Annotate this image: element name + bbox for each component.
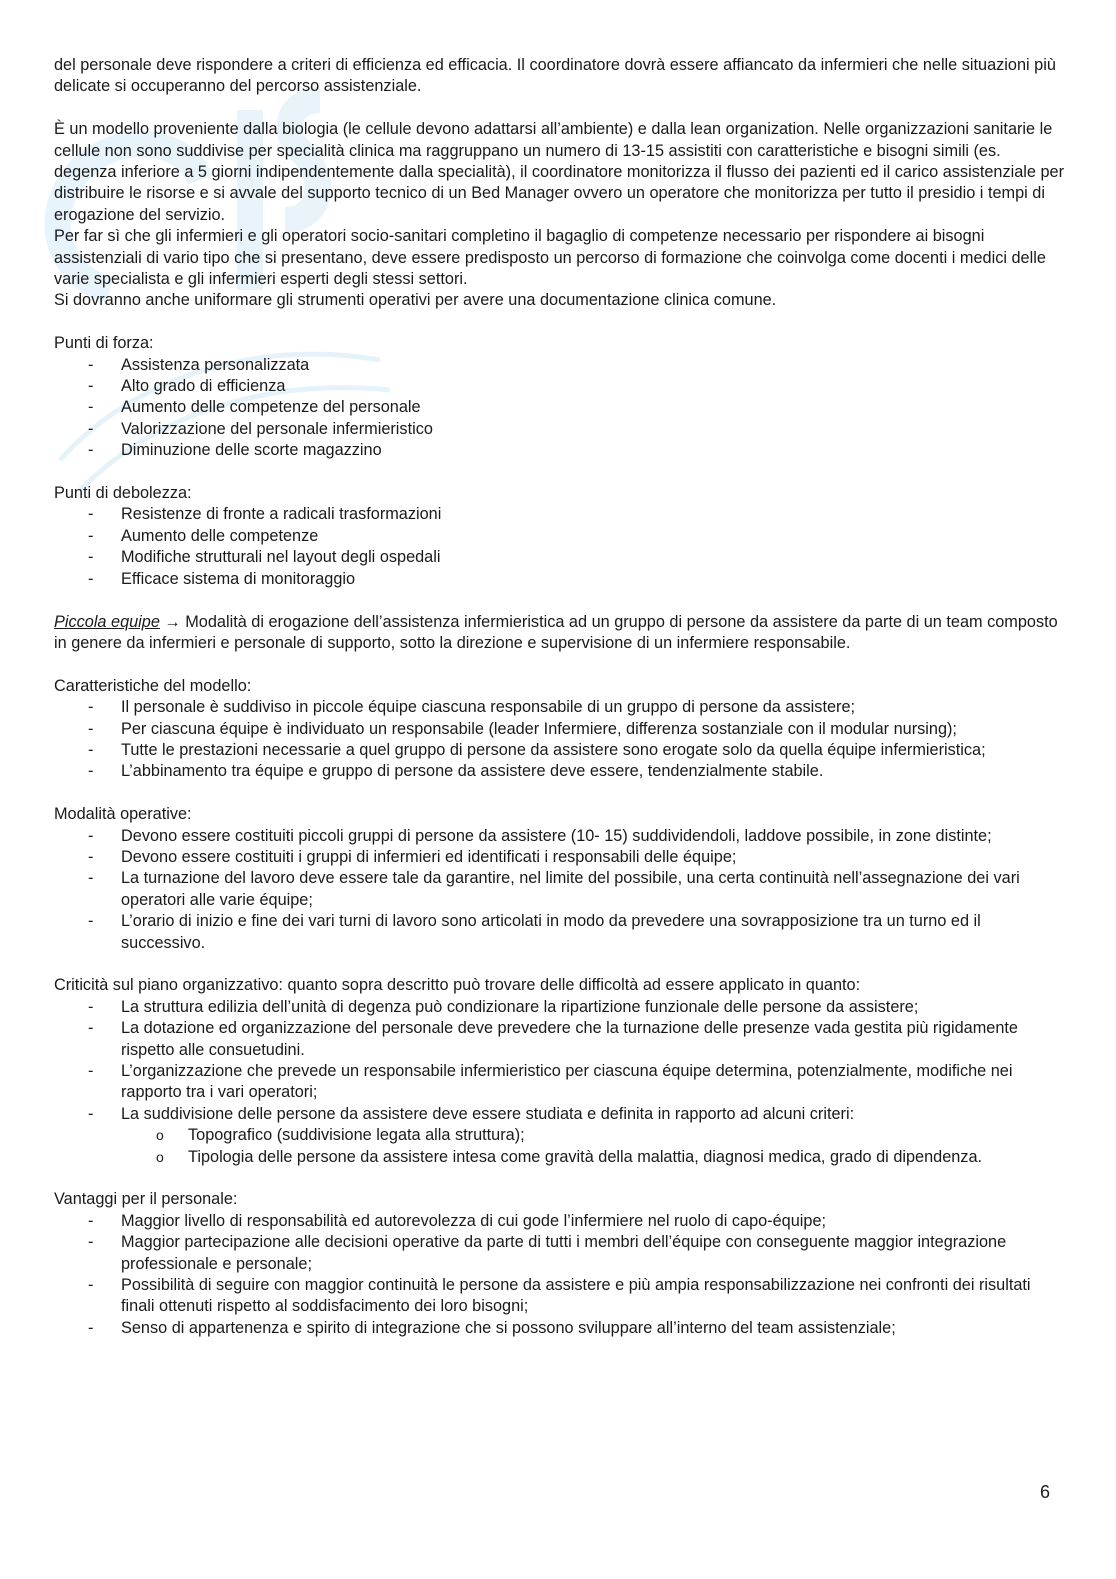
list-item: - La suddivisione delle persone da assistere deve essere studiata e definita in rapporto ad alcuni criteri: xyxy=(54,1104,1064,1125)
piccola-equipe-term: Piccola equipe xyxy=(54,612,160,631)
vantaggi-list xyxy=(54,1211,1064,1339)
criticita-list xyxy=(54,997,1064,1125)
list-item: - Diminuzione delle scorte magazzino xyxy=(54,440,1064,461)
modalita-list xyxy=(54,826,1064,954)
list-item: - Aumento delle competenze del personale xyxy=(54,397,1064,418)
piccola-equipe-paragraph xyxy=(54,612,1064,655)
list-item: - La turnazione del lavoro deve essere tale da garantire, nel limite del possibile, una certa continuità nell’assegnazione dei vari operatori alle varie équipe; xyxy=(54,868,1064,911)
list-item: - Modifiche strutturali nel layout degli ospedali xyxy=(54,547,1064,568)
list-item: - La dotazione ed organizzazione del personale deve prevedere che la turnazione delle presenze vada gestita più rigidamente rispetto alle consuetudini. xyxy=(54,1018,1064,1061)
caratteristiche-list xyxy=(54,697,1064,783)
list-item: - Aumento delle competenze xyxy=(54,526,1064,547)
forza-title: Punti di forza: xyxy=(54,334,154,353)
list-item: - Alto grado di efficienza xyxy=(54,376,1064,397)
intro-paragraph-2: È un modello proveniente dalla biologia (le cellule devono adattarsi all’ambiente) e dalla lean organization. Nelle organizzazioni sanitarie le cellule non sono suddivise per specialità clinica ma raggruppano un numero di 13-15 assistiti con caratteristiche e bisogni simili (es. degenza inferiore a 5 giorni indipendentemente dalla specialità), il coordinatore monitorizza il flusso dei pazienti ed il carico assistenziale per distribuire le risorse e si avvale del supporto tecnico di un Bed Manager ovvero un operatore che monitorizza per tutto il presidio i tempi di erogazione del servizio. xyxy=(54,120,1065,224)
list-item: - Resistenze di fronte a radicali trasformazioni xyxy=(54,504,1064,525)
piccola-equipe-definition: → Modalità di erogazione dell’assistenza infermieristica ad un gruppo di persone da assistere da parte di un team composto in genere da infermieri e personale di supporto, sotto la direzione e supervisione di un infermiere responsabile. xyxy=(54,612,1058,652)
debolezza-title: Punti di debolezza: xyxy=(54,484,192,503)
list-item: - Per ciascuna équipe è individuato un responsabile (leader Infermiere, differenza sostanziale con il modular nursing); xyxy=(54,719,1064,740)
sub-list-item: o Tipologia delle persone da assistere intesa come gravità della malattia, diagnosi medica, grado di dipendenza. xyxy=(121,1147,1064,1168)
list-item: - Maggior partecipazione alle decisioni operative da parte di tutti i membri dell’équipe con conseguente maggior integrazione professionale e personale; xyxy=(54,1232,1064,1275)
list-item: - Assistenza personalizzata xyxy=(54,355,1064,376)
list-item: - Senso di appartenenza e spirito di integrazione che si possono sviluppare all’interno del team assistenziale; xyxy=(54,1318,1064,1339)
list-item: - La struttura edilizia dell’unità di degenza può condizionare la ripartizione funzionale delle persone da assistere; xyxy=(54,997,1064,1018)
list-item: - L’abbinamento tra équipe e gruppo di persone da assistere deve essere, tendenzialmente stabile. xyxy=(54,761,1064,782)
intro-paragraph-1: del personale deve rispondere a criteri di efficienza ed efficacia. Il coordinatore dovrà essere affiancato da infermieri che nelle situazioni più delicate si occuperanno del percorso assistenziale. xyxy=(54,56,1056,96)
list-item: - Maggior livello di responsabilità ed autorevolezza di cui gode l’infermiere nel ruolo di capo-équipe; xyxy=(54,1211,1064,1232)
criticita-title: Criticità sul piano organizzativo: quanto sopra descritto può trovare delle difficoltà ad essere applicato in quanto: xyxy=(54,976,861,995)
list-item: - L’orario di inizio e fine dei vari turni di lavoro sono articolati in modo da prevedere una sovrapposizione tra un turno ed il successivo. xyxy=(54,911,1064,954)
caratteristiche-title: Caratteristiche del modello: xyxy=(54,676,252,695)
list-item: - Valorizzazione del personale infermieristico xyxy=(54,419,1064,440)
list-item: - Devono essere costituiti piccoli gruppi di persone da assistere (10- 15) suddividendoli, laddove possibile, in zone distinte; xyxy=(54,826,1064,847)
list-item: - Tutte le prestazioni necessarie a quel gruppo di persone da assistere sono erogate solo da quella équipe infermieristica; xyxy=(54,740,1064,761)
list-item: - L’organizzazione che prevede un responsabile infermieristico per ciascuna équipe determina, potenzialmente, modifiche nei rapporto tra i vari operatori; xyxy=(54,1061,1064,1104)
page-number: 6 xyxy=(1040,1482,1051,1502)
list-item: - Efficace sistema di monitoraggio xyxy=(54,569,1064,590)
modalita-title: Modalità operative: xyxy=(54,805,192,824)
intro-paragraph-4: Si dovranno anche uniformare gli strumenti operativi per avere una documentazione clinica comune. xyxy=(54,291,777,310)
list-item: - Possibilità di seguire con maggior continuità le persone da assistere e più ampia responsabilizzazione nei confronti dei risultati finali ottenuti rispetto al soddisfacimento dei loro bisogni; xyxy=(54,1275,1064,1318)
sub-list-item: o Topografico (suddivisione legata alla struttura); xyxy=(121,1125,1064,1146)
debolezza-list xyxy=(54,504,1064,590)
criticita-sublist xyxy=(54,1125,1064,1168)
list-item: - Devono essere costituiti i gruppi di infermieri ed identificati i responsabili delle équipe; xyxy=(54,847,1064,868)
vantaggi-title: Vantaggi per il personale: xyxy=(54,1190,238,1209)
intro-paragraph-3: Per far sì che gli infermieri e gli operatori socio-sanitari completino il bagaglio di competenze necessario per rispondere ai bisogni assistenziali di vario tipo che si presentano, deve essere predisposto un percorso di formazione che coinvolga come docenti i medici delle varie specialista e gli infermieri esperti degli stessi settori. xyxy=(54,227,1046,289)
list-item: - Il personale è suddiviso in piccole équipe ciascuna responsabile di un gruppo di persone da assistere; xyxy=(54,697,1064,718)
forza-list xyxy=(54,355,1064,462)
document-body xyxy=(54,55,1064,1339)
